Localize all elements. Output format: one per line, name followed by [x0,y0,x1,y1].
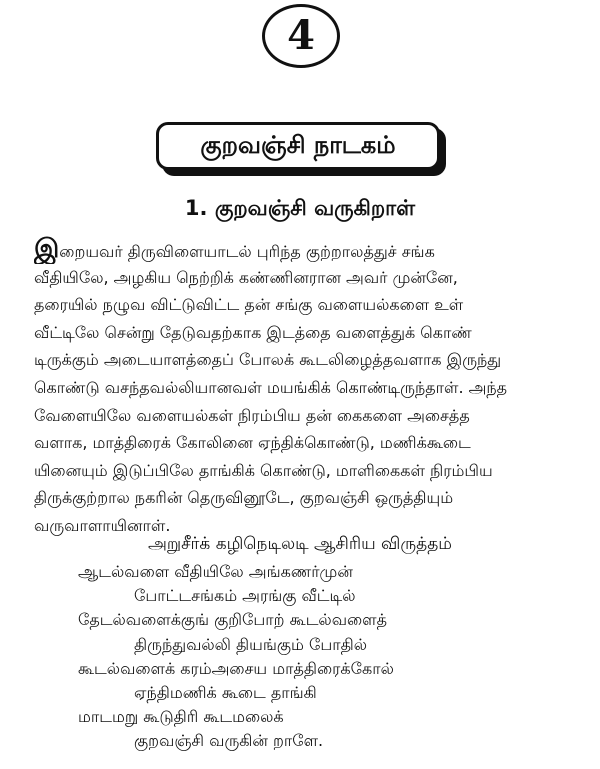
paragraph-line: தரையில் நழுவ விட்டுவிட்ட தன் சங்கு வளையல்களை உள் [34,295,464,315]
paragraph-line [34,236,594,264]
verse-heading: அறுசீர்க் கழிநெடிலடி ஆசிரிய விருத்தம் [148,534,452,554]
verse-line: குறவஞ்சி வருகின் றாளே. [134,731,324,751]
verse-line: கூடல்வளைக் கரம்அசைய மாத்திரைக்கோல் [78,658,394,678]
verse-line: ஏந்திமணிக் கூடை தாங்கி [134,682,317,702]
paragraph-line: யினையும் இடுப்பிலே தாங்கிக் கொண்டு, மாளிகைகள் நிரம்பிய [34,460,493,480]
paragraph-line: திருக்குற்றால நகரின் தெருவினூடே, குறவஞ்சி ஒருத்தியும் [34,488,454,508]
paragraph-line: வருவாளாயினாள். [34,515,171,535]
verse-block [78,560,578,754]
verse-line: தேடல்வளைக்குங் குறிபோற் கூடல்வளைத் [78,610,388,630]
verse-line: மாடமறு கூடுதிரி கூடமலைக் [78,707,284,727]
paragraph-line: வேளையிலே வளையல்கள் நிரம்பிய தன் கைகளை அசைத்த [34,405,470,425]
paragraph-line: வீட்டிலே சென்று தேடுவதற்காக இடத்தை வளைத்துக் கொண் [34,322,472,342]
paragraph-line: கொண்டு வசந்தவல்லியானவள் மயங்கிக் கொண்டிருந்தாள். அந்த [34,377,508,397]
section-heading: 1. குறவஞ்சி வருகிறாள் [184,196,416,220]
chapter-number: 4 [287,12,315,59]
verse-line: திருந்துவல்லி தியங்கும் போதில் [134,634,367,654]
paragraph-line: வீதியிலே, அழகிய நெற்றிக் கண்ணினரான அவர் முன்னே, [34,267,458,287]
chapter-title: குறவஞ்சி நாடகம் [200,130,396,159]
paragraph-line: வளாக, மாத்திரைக் கோலினை ஏந்திக்கொண்டு, மணிக்கூடை [34,433,471,453]
verse-line: ஆடல்வளை வீதியிலே அங்கணர்முன் [78,562,353,581]
verse-line: போட்டசங்கம் அரங்கு வீட்டில் [134,586,356,606]
chapter-title-box [156,122,440,170]
chapter-number-badge [262,4,340,68]
paragraph-line-text: றையவர் திருவிளையாடல் புரிந்த குற்றாலத்துச் சங்க [59,242,435,261]
prose-paragraph [34,236,594,540]
paragraph-line: டிருக்கும் அடையாளத்தைப் போலக் கூடலிழைத்தவளாக இருந்து [34,350,502,370]
drop-cap: இ [34,236,60,264]
